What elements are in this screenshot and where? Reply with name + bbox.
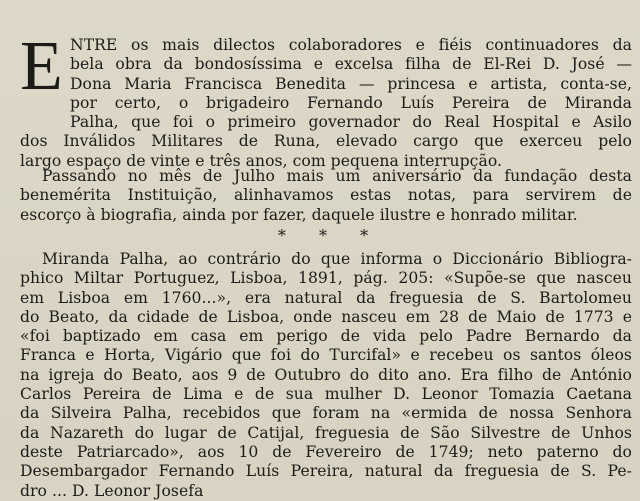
paragraph-line: do Beato, da cidade de Lisboa, onde nasceu em 28 de Maio de 1773 e (20, 307, 632, 326)
paragraph-line: da Silveira Palha, recebidos que foram na «ermida de nossa Senhora (20, 404, 632, 423)
intro-line: por certo, o brigadeiro Fernando Luís Pereira de Miranda (70, 93, 632, 112)
biography-paragraph (20, 250, 632, 501)
section-separator: * * * (277, 226, 383, 245)
drop-cap: E (20, 28, 63, 105)
intro-line: dos Inválidos Militares de Runa, elevado cargo que exerceu pelo (20, 132, 632, 151)
intro-line: Palha, que foi o primeiro governador do Real Hospital e Asilo (70, 113, 632, 132)
paragraph-line: na igreja do Beato, aos 9 de Outubro do dito ano. Era filho de António (20, 365, 632, 384)
intro-line: bela obra da bondosíssima e excelsa filha de El-Rei D. José — (70, 55, 632, 74)
paragraph-line: Desembargador Fernando Luís Pereira, natural da freguesia de S. Pe- (20, 462, 632, 481)
paragraph-line: dro ... D. Leonor Josefa (20, 481, 204, 500)
paragraph-line: «foi baptizado em casa em perigo de vida pelo Padre Bernardo da (20, 327, 632, 346)
intro-line: NTRE os mais dilectos colaboradores e fiéis continuadores da (70, 36, 632, 54)
paragraph-line: escorço à biografia, ainda por fazer, daquele ilustre e honrado militar. (20, 205, 578, 224)
intro-line: Dona Maria Francisca Benedita — princesa e artista, conta-se, (70, 74, 632, 93)
intro-paragraph (20, 36, 632, 171)
paragraph-line: Franca e Horta, Vigário que foi do Turcifal» e recebeu os santos óleos (20, 346, 632, 365)
paragraph-line: deste Patriarcado», aos 10 de Fevereiro de 1749; neto paterno do (20, 442, 632, 461)
paragraph-line: da Nazareth do lugar de Catijal, freguesia de São Silvestre de Unhos (20, 423, 632, 442)
paragraph-line: em Lisboa em 1760...», era natural da freguesia de S. Bartolomeu (20, 288, 632, 307)
paragraph-line: Miranda Palha, ao contrário do que informa o Diccionário Bibliogra- (42, 250, 632, 268)
paragraph-line: Carlos Pereira de Lima e de sua mulher D. Leonor Tomazia Caetana (20, 385, 632, 404)
paragraph-line: benemérita Instituição, alinhavamos estas notas, para servirem de (20, 186, 632, 205)
paragraph-line: Passando no mês de Julho mais um aniversário da fundação desta (42, 167, 632, 185)
paragraph-line: phico Miltar Portuguez, Lisboa, 1891, pág. 205: «Supõe-se que nasceu (20, 269, 632, 288)
second-paragraph (20, 167, 632, 225)
intro-line: largo espaço de vinte e três anos, com pequena interrupção. (20, 151, 502, 170)
